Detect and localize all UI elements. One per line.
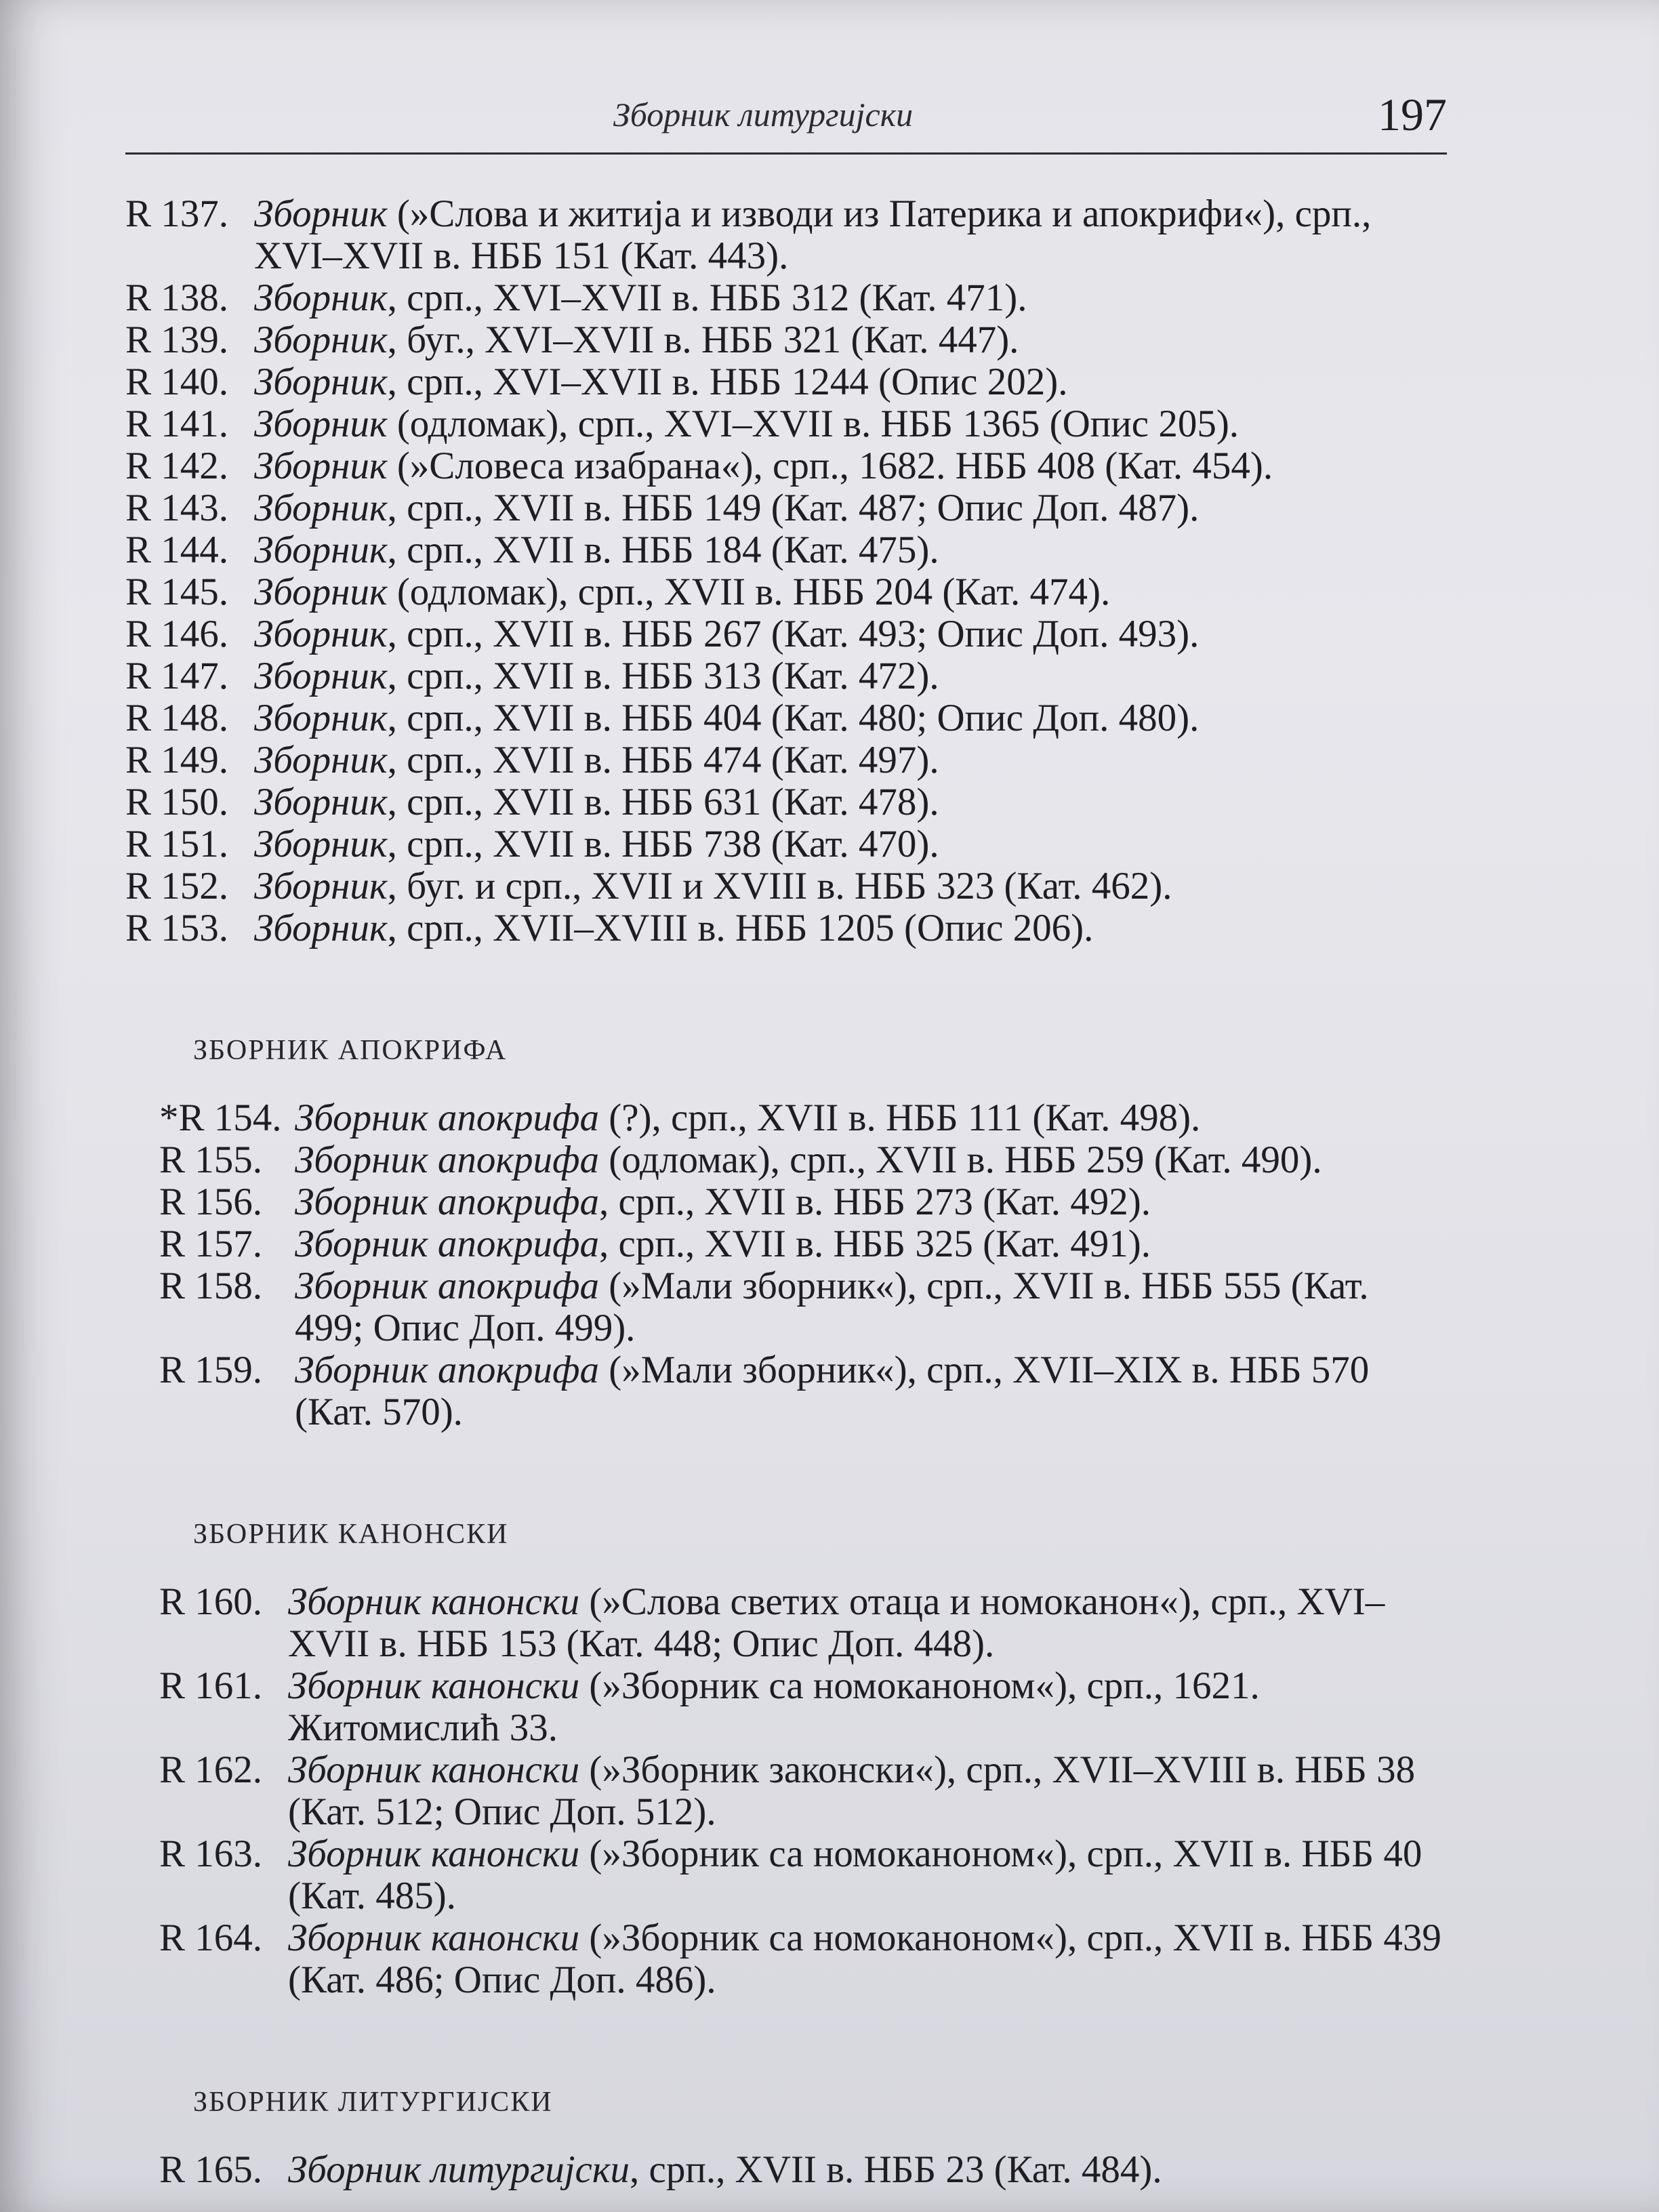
entry-number: R 157. [159,1223,263,1265]
entry-title: Зборник [254,361,388,403]
entry-text [254,487,1447,529]
catalog-entry [125,697,1447,739]
section-heading: ЗБОРНИК АПОКРИФА [193,1035,508,1066]
section-apokrifa [125,1029,1447,1433]
entry-text [288,1581,1447,1665]
entry-details: (»Словеса изабрана«), срп., 1682. НББ 408 (Кат. 454). [387,445,1273,487]
entry-number: *R 154. [159,1097,282,1139]
entry-title: Зборник апокрифа [295,1265,599,1307]
entry-text [254,529,1447,571]
entry-details: , срп., XVII в. НББ 23 (Кат. 484). [630,2148,1162,2191]
entry-text [254,823,1447,865]
catalog-entry [125,487,1447,529]
page-header [125,88,1447,155]
catalog-entry [125,823,1447,865]
entry-number: R 148. [125,697,229,739]
entry-text [288,2149,1447,2191]
section-heading: ЗБОРНИК КАНОНСКИ [193,1519,509,1550]
entry-details: (»Зборник са номоканоном«), срп., 1621. Житомислић 33. [288,1664,1260,1749]
catalog-entry [125,739,1447,781]
catalog-entry [125,277,1447,319]
entry-details: , срп., XVII в. НББ 738 (Кат. 470). [387,823,939,865]
entry-number: R 141. [125,403,229,445]
catalog-entry [125,655,1447,697]
entry-text [254,277,1447,319]
entry-group-zbornik [125,193,1447,949]
entry-group-liturgijski [159,2149,1447,2191]
entry-details: (?), срп., XVII в. НББ 111 (Кат. 498). [598,1097,1201,1139]
entry-details: (одломак), срп., XVII в. НББ 204 (Кат. 474). [387,571,1111,613]
page-content [125,193,1447,2191]
catalog-entry [125,445,1447,487]
entry-title: Зборник канонски [288,1917,580,1959]
catalog-entry [125,319,1447,361]
catalog-entry [159,1097,1447,1139]
entry-details: (»Зборник законски«), срп., XVII–XVIII в. НББ 38 (Кат. 512; Опис Доп. 512). [288,1748,1416,1833]
catalog-entry [125,571,1447,613]
catalog-entry [159,1181,1447,1223]
entry-number: R 149. [125,739,229,781]
entry-details: (»Мали зборник«), срп., XVII–XIX в. НББ 570 (Кат. 570). [295,1349,1370,1433]
entry-number: R 161. [159,1664,263,1707]
entry-text [295,1097,1447,1139]
entry-title: Зборник [254,403,388,445]
entry-number: R 160. [159,1580,263,1623]
entry-details: , срп., XVII–XVIII в. НББ 1205 (Опис 206). [387,907,1094,949]
entry-text [295,1349,1447,1433]
entry-number: R 146. [125,613,229,655]
catalog-entry [159,1223,1447,1265]
entry-title: Зборник [254,781,388,823]
entry-details: (»Слова светих отаца и номоканон«), срп., XVI–XVII в. НББ 153 (Кат. 448; Опис Доп. 448). [288,1580,1385,1665]
entry-text [288,1917,1447,2001]
entry-details: (одломак), срп., XVII в. НББ 259 (Кат. 490). [598,1139,1322,1181]
entry-number: R 140. [125,361,229,403]
catalog-entry [125,529,1447,571]
entry-details: , срп., XVII в. НББ 273 (Кат. 492). [598,1181,1151,1223]
catalog-entry [125,865,1447,907]
entry-number: R 163. [159,1832,263,1875]
page-number: 197 [1378,89,1447,140]
entry-details: , срп., XVI–XVII в. НББ 312 (Кат. 471). [387,276,1027,319]
catalog-entry [125,613,1447,655]
entry-number: R 164. [159,1917,263,1959]
catalog-entry [125,193,1447,277]
entry-title: Зборник апокрифа [295,1181,599,1223]
entry-title: Зборник [254,739,388,781]
entry-text [295,1223,1447,1265]
entry-details: , срп., XVII в. НББ 149 (Кат. 487; Опис Доп. 487). [387,487,1200,529]
catalog-entry [125,907,1447,949]
entry-text [295,1181,1447,1223]
entry-text [254,613,1447,655]
catalog-entry [159,1749,1447,1833]
entry-title: Зборник апокрифа [295,1223,599,1265]
entry-title: Зборник канонски [288,1664,580,1707]
entry-title: Зборник [254,319,388,361]
entry-number: R 139. [125,319,229,361]
entry-number: R 137. [125,192,229,235]
entry-number: R 162. [159,1748,263,1791]
entry-title: Зборник литургијски [288,2148,630,2191]
entry-title: Зборник [254,529,388,571]
catalog-entry [159,1833,1447,1917]
entry-text [295,1265,1447,1349]
entry-text [254,319,1447,361]
entry-details: (»Зборник са номоканоном«), срп., XVII в. НББ 40 (Кат. 485). [288,1832,1422,1917]
entry-details: (»Мали зборник«), срп., XVII в. НББ 555 (Кат. 499; Опис Доп. 499). [295,1265,1369,1349]
catalog-entry [159,1265,1447,1349]
entry-title: Зборник апокрифа [295,1139,599,1181]
entry-details: , буг., XVI–XVII в. НББ 321 (Кат. 447). [387,319,1019,361]
entry-group-kanonski [159,1581,1447,2001]
entry-title: Зборник [254,865,388,907]
entry-text [254,907,1447,949]
entry-text [288,1749,1447,1833]
entry-number: R 152. [125,865,229,907]
entry-details: , срп., XVII в. НББ 325 (Кат. 491). [598,1223,1151,1265]
entry-text [254,445,1447,487]
entry-text [254,361,1447,403]
catalog-entry [159,1917,1447,2001]
entry-text [254,697,1447,739]
entry-number: R 151. [125,823,229,865]
entry-title: Зборник апокрифа [295,1349,599,1391]
entry-text [254,571,1447,613]
entry-number: R 156. [159,1181,263,1223]
entry-number: R 150. [125,781,229,823]
section-heading: ЗБОРНИК ЛИТУРГИЈСКИ [193,2087,553,2118]
entry-text [254,403,1447,445]
entry-title: Зборник канонски [288,1580,580,1623]
entry-title: Зборник [254,655,388,697]
catalog-entry [159,1581,1447,1665]
entry-number: R 165. [159,2148,263,2191]
entry-title: Зборник канонски [288,1748,580,1791]
catalog-entry [125,403,1447,445]
running-title: Зборник литургијски [613,96,914,134]
entry-text [254,193,1447,277]
entry-details: (одломак), срп., XVI–XVII в. НББ 1365 (Опис 205). [387,403,1240,445]
entry-text [288,1665,1447,1749]
entry-number: R 145. [125,571,229,613]
entry-details: , срп., XVII в. НББ 313 (Кат. 472). [387,655,939,697]
entry-title: Зборник [254,445,388,487]
entry-number: R 142. [125,445,229,487]
entry-title: Зборник [254,192,388,235]
entry-title: Зборник [254,613,388,655]
entry-details: , срп., XVII в. НББ 184 (Кат. 475). [387,529,939,571]
entry-number: R 143. [125,487,229,529]
entry-title: Зборник [254,697,388,739]
entry-text [254,865,1447,907]
entry-details: , срп., XVII в. НББ 631 (Кат. 478). [387,781,939,823]
entry-text [254,781,1447,823]
entry-details: , срп., XVII в. НББ 404 (Кат. 480; Опис Доп. 480). [387,697,1200,739]
entry-details: , срп., XVII в. НББ 474 (Кат. 497). [387,739,939,781]
catalog-entry [159,1665,1447,1749]
entry-details: (»Слова и житија и изводи из Патерика и апокрифи«), срп., XVI–XVII в. НББ 151 (Кат. 443). [254,192,1372,277]
entry-text [254,655,1447,697]
entry-title: Зборник [254,823,388,865]
entry-title: Зборник апокрифа [295,1097,599,1139]
section-kanonski [125,1513,1447,2001]
entry-title: Зборник [254,571,388,613]
entry-details: (»Зборник са номоканоном«), срп., XVII в. НББ 439 (Кат. 486; Опис Доп. 486). [288,1917,1441,2001]
entry-details: , срп., XVII в. НББ 267 (Кат. 493; Опис Доп. 493). [387,613,1200,655]
catalog-entry [159,1139,1447,1181]
entry-group-apokrifa [159,1097,1447,1433]
catalog-entry [159,1349,1447,1433]
entry-number: R 158. [159,1265,263,1307]
entry-title: Зборник [254,487,388,529]
section-liturgijski [125,2081,1447,2191]
entry-number: R 144. [125,529,229,571]
entry-details: , срп., XVI–XVII в. НББ 1244 (Опис 202). [387,361,1068,403]
entry-text [254,739,1447,781]
entry-text [288,1833,1447,1917]
catalog-entry [159,2149,1447,2191]
catalog-entry [125,361,1447,403]
entry-number: R 138. [125,276,229,319]
entry-title: Зборник [254,276,388,319]
catalog-entry [125,781,1447,823]
entry-text [295,1139,1447,1181]
entry-number: R 147. [125,655,229,697]
entry-number: R 155. [159,1139,263,1181]
entry-title: Зборник [254,907,388,949]
entry-number: R 153. [125,907,229,949]
entry-number: R 159. [159,1349,263,1391]
entry-title: Зборник канонски [288,1832,580,1875]
entry-details: , буг. и срп., XVII и XVIII в. НББ 323 (Кат. 462). [387,865,1172,907]
